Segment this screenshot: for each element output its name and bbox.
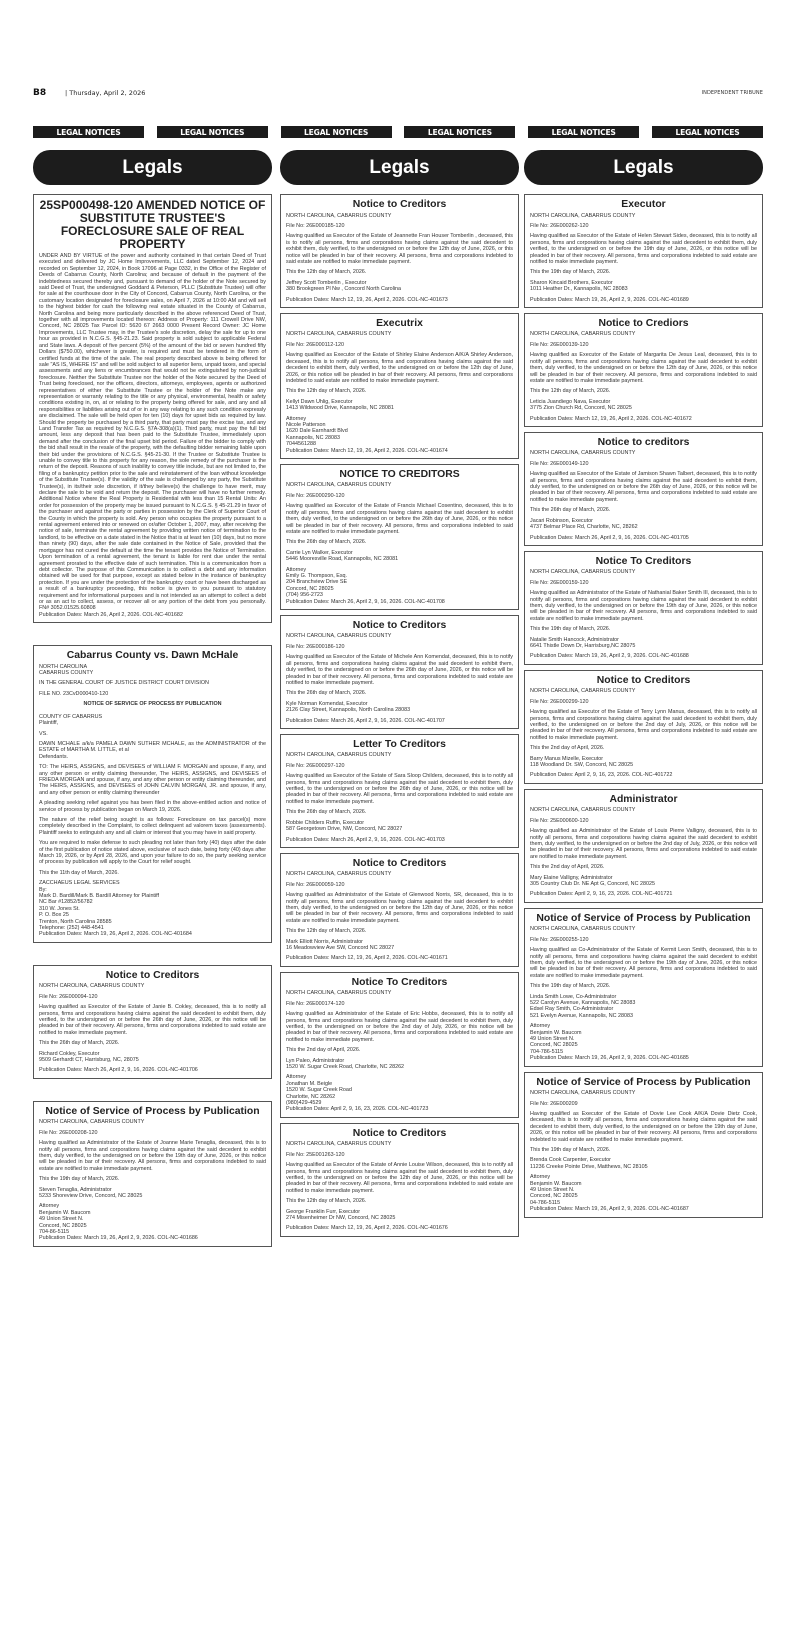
notice-paragraph: Having qualified as Executor of the Estate of Francis Michael Cosentino, deceased, this is to notify all persons, firms and corporations having claims against the said decedent to exhibit them, duly verified, to the undersigned on or before the 26th day of June, 2026, or this notice will be pleaded in bar of their recovery. All persons, firms and corporations indebted to said estate are notified to make immediate payment. (286, 503, 513, 535)
notice-paragraph: Attorney Jonathan M. Beigle 1520 W. Sugar Creek Road Charlotte, NC 28262 (980)429-4529 Publication Dates: April 2, 9, 16, 23, 2026. COL-NC-401723 (286, 1074, 429, 1113)
notice-paragraph: This the 12th day of March, 2026. (530, 388, 611, 395)
page-header (33, 88, 763, 100)
notice-paragraph: File No: 26E000262-120 (530, 222, 589, 229)
notice-paragraph: Publication Dates: March 26, April 2, 9, 16, 2026. COL-NC-401706 (39, 1067, 198, 1074)
notice-paragraph: Having qualified as Administrator of the Estate of Louis Pierre Valligny, deceased, this is to notify all persons, firms and corporations having claims against the said decedent to exhibit them, duly verified, to the undersigned on or before the 2nd day of July, 2026, or this notice will be pleaded in bar of their recovery. All persons, firms and corporations indebted to said estate are notified to make immediate payment. (530, 828, 757, 860)
notice-paragraph: File No: 26E000297-120 (286, 762, 345, 769)
notice-paragraph: Publication Dates: March 19, 26, April 2, 9, 2026. COL-NC-401689 (530, 296, 689, 303)
notice-paragraph: Having qualified as Executor of the Estate of Jeannette Fran Houser Tomberlin , deceased, this is to notify all persons, firms and corporations having claims against the said decedent to exhibit them, duly verified, to the undersigned on or before the 12th day of June, 2026, or this notice will be pleaded in bar of their recovery. All persons, firms and corporations indebted to said estate are notified to make immediate payment. (286, 233, 513, 265)
notice-paragraph: Having qualified as Administrator of the Estate of Eric Hobbs, deceased, this is to notify all persons, firms and corporations having claims against the said decedent to exhibit them, duly verified, to the undersigned on or before the 2nd day of July, 2026, or this notice will be pleaded in bar of their recovery. All persons, firms and corporations indebted to said estate are notified to make immediate payment. (286, 1011, 513, 1043)
legal-notices-banner: LEGAL NOTICES (404, 126, 515, 138)
notice-paragraph: NORTH CAROLINA CABARRUS COUNTY (39, 663, 94, 677)
notice-paragraph: File No: 26E000299-120 (530, 698, 589, 705)
notice-paragraph: Having qualified as Co-Administrator of the Estate of Kermit Leon Smith, deceased, this is to notify all persons, firms and corporations having claims against the said decedent to exhibit them, duly verified, to the undersigned on or before the 19th day of June, 2026, or this notice will be pleaded in bar of their recovery. All persons, firms and corporations indebted to said estate are notified to make immediate payment. (530, 947, 757, 979)
notice-paragraph: Having qualified as Administrator of the Estate of Nathanial Baker Smith III, deceased, this is to notify all persons, firms and corporations having claims against the said decedent to exhibit them, duly verified, to the undersigned on or before the 19th day of June, 2026, or this notice will be pleaded in bar of their recovery. All persons, firms and corporations indebted to said estate are notified to make immediate payment. (530, 590, 757, 622)
legal-notice (33, 645, 272, 943)
notice-paragraph: The nature of the relief being sought is as follows: Foreclosure on tax parcel(s) more completely described in the Complaint, to collect delinquent ad valorem taxes (assessments). Plaintiff seeks to extinguish any and all claim or interest that you may have in said property. (39, 816, 266, 836)
notice-paragraph: Attorney Nicole Patterson 1620 Dale Earnhardt Blvd Kannapolis, NC 28083 7044561288 Publication Dates: March 12, 19, 26, April 2, 2026. COL-NC-401674 (286, 415, 448, 454)
legal-notices-banner: LEGAL NOTICES (528, 126, 639, 138)
notice-paragraph: Attorney Benjamin W. Baucom 49 Union Street N. Concord, NC 28025 704-786-5115 Publication Dates: March 19, 26, April 2, 9, 2026. COL-NC-401685 (530, 1023, 689, 1062)
notice-paragraph: NORTH CAROLINA, CABARRUS COUNTY (530, 450, 636, 457)
legal-notices-banner: LEGAL NOTICES (33, 126, 144, 138)
notice-paragraph: This the 19th day of March, 2026. (530, 983, 611, 990)
notice-paragraph: This the 19th day of March, 2026. (39, 1176, 120, 1183)
notice-title: Notice of Service of Process by Publication (536, 912, 751, 924)
notice-paragraph: This the 26th day of March, 2026. (286, 690, 367, 697)
notice-paragraph: FILE NO. 23CvD000410-120 (39, 690, 109, 697)
notice-title: Notice to Creditors (352, 619, 447, 631)
notice-paragraph: Lyn Paleo, Administrator 1520 W. Sugar Creek Road, Charlotte, NC 28262 (286, 1057, 405, 1071)
notice-paragraph: DAWN MCHALE a/k/a PAMELA DAWN SUTHER MCHALE, as the ADMINISTRATOR of the ESTATE of MARTHA M. LITTLE, et al Defendants. (39, 740, 266, 760)
notice-paragraph: George Franklin Furr, Executor 274 Misenheimer Dr NW, Concord, NC 28025 (286, 1208, 396, 1222)
column-1 (33, 150, 272, 1269)
notice-paragraph: File No: 26E000208-120 (39, 1129, 98, 1136)
notice-subheading: NOTICE OF SERVICE OF PROCESS BY PUBLICATION (83, 701, 222, 708)
notice-paragraph: Having qualified as Executor of the Estate of Sara Sloop Childers, deceased, this is to notify all persons, firms and corporations having claims against the said decedent to exhibit them, duly verified, to the undersigned on or before the 26th day of June, 2026, or this notice will be pleaded in bar of their recovery. All persons, firms and corporations indebted to said estate are notified to make immediate payment. (286, 773, 513, 805)
notice-title: Notice to Crediors (598, 317, 689, 329)
newspaper-name: INDEPENDENT TRIBUNE (701, 90, 763, 96)
notice-paragraph: This the 12th day of March, 2026. (286, 1198, 367, 1205)
notice-paragraph: This the 26th day of March, 2026. (530, 507, 611, 514)
notice-paragraph: Jeffrey Scott Tomberlin , Executor 380 Brookgreen Pl Nw , Concord North Carolina (286, 279, 402, 293)
notice-paragraph: Kyle Norman Komendat, Executor 2126 Clay Street, Kannapolis, North Carolina 28083 (286, 700, 411, 714)
notice-paragraph: Publication Dates: March 12, 19, 26, April 2, 2026. COL-NC-401671 (286, 955, 448, 962)
notice-paragraph: This the 12th day of March, 2026. (286, 269, 367, 276)
legal-notice (524, 432, 763, 546)
notice-paragraph: Linda Smith Lowe, Co-Administrator 522 Carolyn Avenue, Kannapolis, NC 28083 Edsel Ray Smith, Co-Administrator 521 Evelyn Avenue, Kannapolis, NC 28083 (530, 993, 636, 1019)
notice-paragraph: File No: 26E000059-120 (286, 881, 345, 888)
notice-paragraph: File No: 26E000149-120 (530, 460, 589, 467)
notice-paragraph: A pleading seeking relief against you has been filed in the above-entitled action and notice of service of process by publication began on March 19, 2026. (39, 800, 266, 813)
notice-paragraph: Having qualified as Executor of the Estate of Shirley Elaine Anderson A/K/A Shirley Anderson, deceased, this is to notify all persons, firms and corporations having claims against the said decedent to exhibit them, duly verified, to the undersigned on or before the 12th day of June, 2026, or this notice will be pleaded in bar of their recovery. All persons, firms and corporations indebted to said estate are notified to make immediate payment. (286, 352, 513, 384)
notice-title: Notice to Creditors (596, 674, 691, 686)
notice-paragraph: NORTH CAROLINA, CABARRUS COUNTY (39, 983, 145, 990)
notice-paragraph: ZACCHAEUS LEGAL SERVICES By: Mark D. Bardill/Mark B. Bardill Attorney for Plaintiff NC Bar #12852/56782 310 W. Jones St. P. O. Box 25 Trenton, North Carolina 28585 Telephone: (252) 448-4541 Publication Dates: March 19, 26, April 2, 2026. COL-NC-401684 (39, 880, 192, 938)
notice-paragraph: Having qualified as Executor of the Estate of Michele Ann Komendat, deceased, this is to notify all persons, firms and corporations having claims against the said decedent to exhibit them, duly verified, to the undersigned on or before the 26th day of June, 2026, or this notice will be pleaded in bar of their recovery. All persons, firms and corporations indebted to said estate are notified to make immediate payment. (286, 654, 513, 686)
notice-paragraph: This the 2nd day of April, 2026. (530, 745, 605, 752)
notice-paragraph: NORTH CAROLINA, CABARRUS COUNTY (286, 752, 392, 759)
legal-notice (280, 615, 519, 729)
notice-paragraph: Attorney Benjamin W. Baucom 49 Union Street N. Concord, NC 28025 04-786-5115 Publication Dates: March 19, 26, April 2, 9, 2026. COL-NC-401687 (530, 1174, 689, 1213)
notice-paragraph: NORTH CAROLINA, CABARRUS COUNTY (530, 1090, 636, 1097)
notice-paragraph: File No: 26E000255-120 (530, 936, 589, 943)
legal-notices-banner: LEGAL NOTICES (652, 126, 763, 138)
notice-paragraph: NORTH CAROLINA, CABARRUS COUNTY (530, 688, 636, 695)
notice-title: Executor (621, 199, 666, 210)
notice-paragraph: Having qualified as Executor of the Estate of Janie B. Cokley, deceased, this is to notify all persons, firms and corporations having claims against the said decedent to exhibit them, duly verified, to the undersigned on or before the 26th day of June, 2026, or this notice will be pleaded in bar of their recovery. All persons, firms and corporations indebted to said estate are notified to make immediate payment. (39, 1004, 266, 1036)
notice-paragraph: This the 11th day of March, 2026. (39, 869, 119, 876)
notice-paragraph: Publication Dates: March 12, 19, 26, April 2, 2026. COL-NC-401676 (286, 1225, 448, 1232)
legal-notice (280, 853, 519, 967)
notice-paragraph: NORTH CAROLINA, CABARRUS COUNTY (286, 482, 392, 489)
notice-paragraph: Leticia Juandiego Nava, Executor 3775 Zion Church Rd, Concord, NC 28025 (530, 398, 632, 412)
section-banners (33, 126, 763, 138)
notice-paragraph: Richard Cokley, Executor 9509 Gerhardt CT, Harrisburg, NC, 28075 (39, 1050, 139, 1064)
legal-notice (524, 551, 763, 665)
notice-paragraph: File No: 25E001263-120 (286, 1151, 345, 1158)
legal-notice (524, 1072, 763, 1218)
notice-paragraph: UNDER AND BY VIRTUE of the power and authority contained in that certain Deed of Trust executed and delivered by JC Home Improvements, LLC dated September 12, 2024 and recorded on September 12, 2024, in Book 17096 at Page 0332, in the Office of the Register of Deeds of Cabarrus County, North Carolina; and because of default in the payment of the indebtedness secured thereby and, pursuant to demand of the holder of the Note secured by said Deed of Trust, the undersigned Goddard & Peterson, PLLC (Substitute Trustee) will offer for sale at the courthouse door in the City of Concord, Cabarrus County, North Carolina, or the customary location designated for foreclosure sales, on April 7, 2026 at 10:00 AM and will sell to the highest bidder for cash the following real estate situated in the County of Cabarrus, North Carolina and being more particularly described in the above referenced Deed of Trust, together with all improvements located thereon: Address of Property: 111 Crowell Drive NW, Concord, NC 28025 Tax Parcel ID: 5620 67 2663 0000 Present Record Owner: JC Home Improvements, LLC Trustee may, in the Trustee's sole discretion, delay the sale for up to one hour as provided in N.C.G.S. §45-21.23. Said property is sold subject to applicable Federal and State laws. A deposit of five percent (5%) of the amount of the bid or seven hundred fifty Dollars ($750.00), whichever is greater, is required and must be tendered in the form of certified funds at the time of the sale. The real property described above is being offered for sale "AS IS, WHERE IS" and will be sold subject to all superior liens, unpaid taxes, and special assessments and any liens or encumbrances that would not be extinguished by non-judicial foreclosure. Neither the Substitute Trustee nor the holder of the Note secured by the Deed of Trust being foreclosed, nor the officers, directors, attorneys, employees, agents or authorized representatives of either the Substitute Trustee or the holder of the Note make any representation or warranty relating to the title or any physical, environmental, health or safety conditions existing in, on, at or relating to the property being offered for sale, and any and all responsibilities or liabilities arising out of or in any way relating to any such condition expressly are disclaimed. The sale will be held open for ten (10) days for upset bids as required by law. Should the property be purchased by a third party, that party must pay the excise tax, and any Land Transfer Tax as required by N.C.G.S. §7A-308(a)(1). Third party, must pay the full bid amount, less any deposit that has been paid to the Substitute Trustee, immediately upon demand after the conclusion of the final upset bid period. Failure of the bidder to comply with the bid shall result in the resale of the property, with the defaulting bidder remaining liable upon their bid under the provisions of N.C.G.S. §45-21-30. If the Trustee or Substitute Trustee is unable to convey title to this property for any reason, the sole remedy of the purchaser is the return of the deposit. Reasons of such inability to convey title include, but are not limited to, the filing of a bankruptcy petition prior to the sale and reinstatement of the loan without knowledge of the Substitute Trustee(s). If the validity of the sale is challenged by any party, the Substitute Trustee(s), in its/their sole discretion, if it/they believe(s) the challenge to have merit, may declare the sale to be void and return the deposit. The purchaser will have no further remedy. Additional Notice where the Real Property is Residential with less than 15 Rental Units: An order for possession of the property may be issued pursuant to N.C.G.S. § 45-21.29 in favor of the purchaser and against the party or parties in possession by the Clerk of Superior Court of the County in which the property is sold. Any person who occupies the property pursuant to a rental agreement entered into or renewed on or/after October 1, 2007, may, after receiving the notice of sale, terminate the rental agreement by providing written notice of termination to the landlord, to be effective on a date stated in the Notice that is at least ten (10) days, but no more than ninety (90) days, after the sale date contained in the Notice of Sale, provided that the mortgagor has not cured the default at the time the tenant provides the Notice of Termination. Upon termination of a rental agreement, the tenant is liable for rent due under the rental agreement prorated to the effective date of such termination. This is a communication from a debt collector. The purpose of this Communication is to collect a debt and any information obtained will be used for that purpose, except as stated below in the instance of bankruptcy protection. If you are under the protection of the bankruptcy court or have been discharged as a result of a bankruptcy proceeding, this notice is given to you pursuant to statutory requirement and for informational purposes and is not intended as an attempt to collect a debt or as an act to collect, assess, or recover all or any portion of the debt from you personally. FN# 3052.01525.60808 Publication Dates: March 26, April 2, 2026. COL-NC-401682 (39, 253, 266, 618)
notice-title: Notice To Creditors (351, 976, 448, 988)
notice-paragraph: Having qualified as Administrator of the Estate of Glenwood Norris, SR, deceased, this is to notify all persons, firms and corporations having claims against the said decedent to exhibit them, duly verified, to the undersigned on or before the 12th day of June, 2026, or this notice will be pleaded in bar of their recovery. All persons, firms and corporations indebted to said estate are notified to make immediate payment. (286, 892, 513, 924)
legals-heading: Legals (280, 150, 519, 185)
notice-paragraph: NORTH CAROLINA, CABARRUS COUNTY (530, 212, 636, 219)
notice-paragraph: Having qualified as Executor of the Estate of Jamison Shawn Talbert, deceased, this is to notify all persons, firms and corporations having claims against the said decedent to exhibit them, duly verified, to the undersigned on or before the 26th day of June, 2026, or this notice will be pleaded in bar of their recovery. All persons, firms and corporations indebted to said estate are notified to make immediate payment. (530, 471, 757, 503)
legals-heading: Legals (33, 150, 272, 185)
notice-paragraph: NORTH CAROLINA, CABARRUS COUNTY (286, 871, 392, 878)
column-2 (280, 150, 519, 1242)
notice-paragraph: This the 12th day of March, 2026. (286, 928, 367, 935)
legal-notice (280, 313, 519, 459)
notice-title: Notice to Creditors (105, 969, 200, 981)
notice-paragraph: Attorney Emily G. Thompson, Esq. 204 Branchview Drive SE Concord, NC 28025 (704) 956-2723 Publication Dates: March 26, April 2, 9, 16, 2026. COL-NC-401708 (286, 566, 445, 605)
notice-paragraph: Sharon Kincaid Brothers, Executor 1011 Heather Dr., Kannapolis, NC 28083 (530, 279, 628, 293)
notice-title: Notice to Creditors (352, 199, 447, 210)
legal-notice (524, 313, 763, 427)
notice-paragraph: File No: 26E000139-120 (530, 341, 589, 348)
column-3 (524, 150, 763, 1223)
notice-paragraph: Barry Manus Mizelle, Executor 118 Woodland Dr. SW, Concord, NC 28025 (530, 755, 634, 769)
notice-paragraph: File No: 26E000174-120 (286, 1000, 345, 1007)
notice-title: Notice of Service of Process by Publication (45, 1105, 260, 1117)
notice-paragraph: This the 2nd day of April, 2026. (286, 1047, 361, 1054)
notice-paragraph: Publication Dates: April 2, 9, 16, 23, 2026. COL-NC-401722 (530, 772, 673, 779)
notice-paragraph: Carrie Lyn Walker, Executor 5446 Mooresville Road, Kannapolis, NC 28081 (286, 549, 399, 563)
notice-paragraph: Having qualified as Administrator of the Estate of Joanne Marie Tenaglia, deceased, this is to notify all persons, firms and corporations having claims against the said decedent to exhibit them, duly verified, to the undersigned on or before the 19th day of June, 2026, or this notice will be pleaded in bar of their recovery. All persons, firms and corporations indebted to said estate are notified to make immediate payment. (39, 1140, 266, 1172)
notice-paragraph: Having qualified as Executor of the Estate of Helen Stewart Sides, deceased, this is to notify all persons, firms and corporations having claims against the said decedent to exhibit them, duly verified, to the undersigned on or before the 19th day of June, 2026, or this notice will be pleaded in bar of their recovery. All persons, firms and corporations indebted to said estate are notified to make immediate payment. (530, 233, 757, 265)
notice-paragraph: IN THE GENERAL COURT OF JUSTICE DISTRICT COURT DIVISION (39, 680, 209, 687)
notice-paragraph: Publication Dates: March 26, April 2, 9, 16, 2026. COL-NC-401707 (286, 717, 445, 724)
legal-notice (280, 1123, 519, 1237)
notice-paragraph: NORTH CAROLINA, CABARRUS COUNTY (39, 1119, 145, 1126)
notice-paragraph: Attorney Benjamin W. Baucom 49 Union Street N. Concord, NC 28025 704-86-5115 Publication Dates: March 19, 26, April 2, 9, 2026. COL-NC-401686 (39, 1203, 198, 1242)
notice-title: 25SP000498-120 AMENDED NOTICE OF SUBSTITUTE TRUSTEE'S FORECLOSURE SALE OF REAL PROPERTY (39, 198, 266, 251)
legal-notice (33, 194, 272, 623)
notice-paragraph: This the 26th day of March, 2026. (39, 1040, 120, 1047)
notice-paragraph: Jacari Robinson, Executor 4737 Belmar Place Rd, Charlotte, NC, 28262 (530, 517, 638, 531)
legal-notice (280, 734, 519, 848)
notice-paragraph: This the 26th day of March, 2026. (286, 809, 367, 816)
notice-paragraph: File No: 26E000112-120 (286, 341, 345, 348)
notice-paragraph: Publication Dates: April 2, 9, 16, 23, 2026. COL-NC-401721 (530, 891, 673, 898)
legal-notice (280, 464, 519, 610)
notice-paragraph: NORTH CAROLINA, CABARRUS COUNTY (286, 331, 392, 338)
notice-paragraph: File No: 26E000185-120 (286, 222, 345, 229)
notice-title: Notice to Creditors (352, 1127, 447, 1139)
notice-paragraph: Brenda Cook Carpenter, Executor 11236 Creeke Pointe Drive, Matthews, NC 28105 (530, 1157, 648, 1170)
legal-notice (280, 194, 519, 308)
notice-paragraph: File No: 26E000186-120 (286, 643, 345, 650)
notice-paragraph: This the 26th day of March, 2026. (286, 539, 367, 546)
notice-paragraph: NORTH CAROLINA, CABARRUS COUNTY (286, 212, 392, 219)
notice-title: Executrix (376, 317, 423, 329)
notice-paragraph: This the 19th day of March, 2026. (530, 269, 611, 276)
notice-paragraph: File No: 26E000159-120 (530, 579, 589, 586)
notice-paragraph: NORTH CAROLINA, CABARRUS COUNTY (286, 1141, 392, 1148)
legal-notice (33, 1101, 272, 1247)
notice-paragraph: Having qualified as Executor of the Estate of Dovie Lee Cook A/K/A Dovie Dietz Cook, deceased, this is to notify all persons, firms and corporations having claims against the said decedent to exhibit them, duly verified, to the undersigned on or before the 19th day of June, 2026, or this notice will be pleaded in bar of their recovery. All persons, firms and corporations indebted to said estate are notified to make immediate payment. (530, 1110, 757, 1143)
notice-title: Letter To Creditors (353, 738, 446, 750)
legal-notice (280, 972, 519, 1118)
notice-title: Notice To Creditors (595, 555, 692, 567)
legal-notice (524, 908, 763, 1067)
notice-paragraph: File No: 26E000094-120 (39, 993, 98, 1000)
notice-paragraph: You are required to make defense to such pleading not later than forty (40) days after the date of the first publication of notice stated above, exclusive of such date, being forty (40) days after March 19, 2026, or by April 28, 2026, and upon your failure to do so, the party seeking service of process by publication will apply to the Court for relief sought. (39, 840, 266, 866)
notice-title: Notice of Service of Process by Publication (536, 1076, 751, 1088)
notice-paragraph: NORTH CAROLINA, CABARRUS COUNTY (286, 633, 392, 640)
notice-paragraph: Mary Elaine Valligny, Administrator 305 Country Club Dr. NE Apt G, Concord, NC 28025 (530, 874, 655, 887)
notice-paragraph: This the 2nd day of April, 2026. (530, 864, 605, 871)
legal-notice (33, 965, 272, 1079)
notice-title: Administrator (609, 793, 678, 805)
legal-notice (524, 670, 763, 784)
notice-paragraph: NORTH CAROLINA, CABARRUS COUNTY (530, 569, 636, 576)
notice-paragraph: File No: 25E000600-120 (530, 817, 589, 824)
notice-paragraph: This the 19th day of March, 2026. (530, 626, 611, 633)
page-number: B8 (33, 88, 47, 98)
notice-paragraph: Publication Dates: March 12, 19, 26, April 2, 2026. COL-NC-401672 (530, 415, 692, 422)
legal-notices-banner: LEGAL NOTICES (281, 126, 392, 138)
notice-paragraph: Publication Dates: March 19, 26, April 2, 9, 2026. COL-NC-401688 (530, 653, 689, 660)
legal-notices-banner: LEGAL NOTICES (157, 126, 268, 138)
notice-title: Cabarrus County vs. Dawn McHale (66, 650, 239, 662)
notice-paragraph: NORTH CAROLINA, CABARRUS COUNTY (530, 331, 636, 338)
notice-paragraph: Having qualified as Executor of the Estate of Annie Louise Wilson, deceased, this is to notify all persons, firms and corporations having claims against the said decedent to exhibit them, duly verified, to the undersigned on or before the 12th day of June, 2026, or this notice will be pleaded in bar of their recovery. All persons, firms and corporations indebted to said estate are notified to make immediate payment. (286, 1162, 513, 1194)
legal-notice (524, 789, 763, 903)
notice-title: Notice to creditors (597, 436, 690, 448)
notice-paragraph: Robbie Childers Ruffin, Executor 587 Georgetown Drive, NW, Concord, NC 28027 (286, 819, 403, 833)
notice-paragraph: Publication Dates: March 12, 19, 26, April 2, 2026. COL-NC-401673 (286, 296, 448, 303)
notice-paragraph: Steven Tenaglia, Administrator 5233 Shoreview Drive, Concord, NC 28025 (39, 1186, 143, 1199)
notice-paragraph: NORTH CAROLINA, CABARRUS COUNTY (286, 990, 392, 997)
notice-paragraph: This the 19th day of March, 2026. (530, 1146, 611, 1153)
notice-paragraph: Having qualified as Executor of the Estate of Terry Lynn Manus, deceased, this is to notify all persons, firms and corporations having claims against the said decedent to exhibit them, duly verified, to the undersigned on or before the 2nd day of July, 2026, or this notice will be pleaded in bar of their recovery. All persons, firms and corporations indebted to said estate are notified to make immediate payment. (530, 709, 757, 741)
notice-paragraph: NORTH CAROLINA, CABARRUS COUNTY (530, 807, 636, 814)
notice-paragraph: TO: The HEIRS, ASSIGNS, and DEVISEES of WILLIAM F. MORGAN and spouse, if any, and any other person or entity claiming thereunder, The HEIRS, ASSIGNS, and DEVISEES of FRIEDA MORGAN and spouse, if any, and any other person or entity claiming thereunder, and The HEIRS, ASSIGNS, and DEVISEES of JOHN CALVIN MORGAN, JR. and spouse, if any, and any other person or entity claiming thereunder (39, 764, 266, 796)
notice-paragraph: Having qualified as Executor of the Estate of Margarita De Jesus Leal, deceased, this is to notify all persons, firms and corporations having claims against the said decedent to exhibit them, duly verified, to the undersigned on or before the 12th day of June, 2026, or this notice will be pleaded in bar of their recovery. All persons, firms and corporations indebted to said estate are notified to make immediate payment. (530, 352, 757, 384)
legals-heading: Legals (524, 150, 763, 185)
notice-paragraph: Publication Dates: March 26, April 2, 9, 16, 2026. COL-NC-401705 (530, 534, 689, 541)
notice-paragraph: Publication Dates: March 26, April 2, 9, 16, 2026. COL-NC-401703 (286, 836, 445, 843)
notice-paragraph: File No: 26E000290-120 (286, 492, 345, 499)
notice-title: Notice to Creditors (352, 857, 447, 869)
issue-date: | Thursday, April 2, 2026 (65, 89, 146, 97)
notice-paragraph: COUNTY OF CABARRUS Plaintiff, (39, 713, 103, 727)
notice-paragraph: Natalie Smith Hancock, Administrator 6641 Thistle Down Dr, Harrisburg,NC 28075 (530, 636, 636, 650)
notice-paragraph: Mark Elliott Norris, Administrator 16 Meadowview Ave SW, Concord NC 28027 (286, 938, 395, 952)
notice-paragraph: This the 12th day of March, 2026. (286, 388, 367, 395)
legal-notice (524, 194, 763, 308)
notice-title: NOTICE TO CREDITORS (339, 468, 460, 480)
notice-paragraph: NORTH CAROLINA, CABARRUS COUNTY (530, 926, 636, 933)
notice-paragraph: VS. (39, 730, 48, 737)
notice-paragraph: File No: 26E000209 (530, 1100, 578, 1107)
notice-paragraph: Kellyt Dawn Uhlig, Executor 1413 Wildwood Drive, Kannapolis, NC 28081 (286, 398, 394, 412)
